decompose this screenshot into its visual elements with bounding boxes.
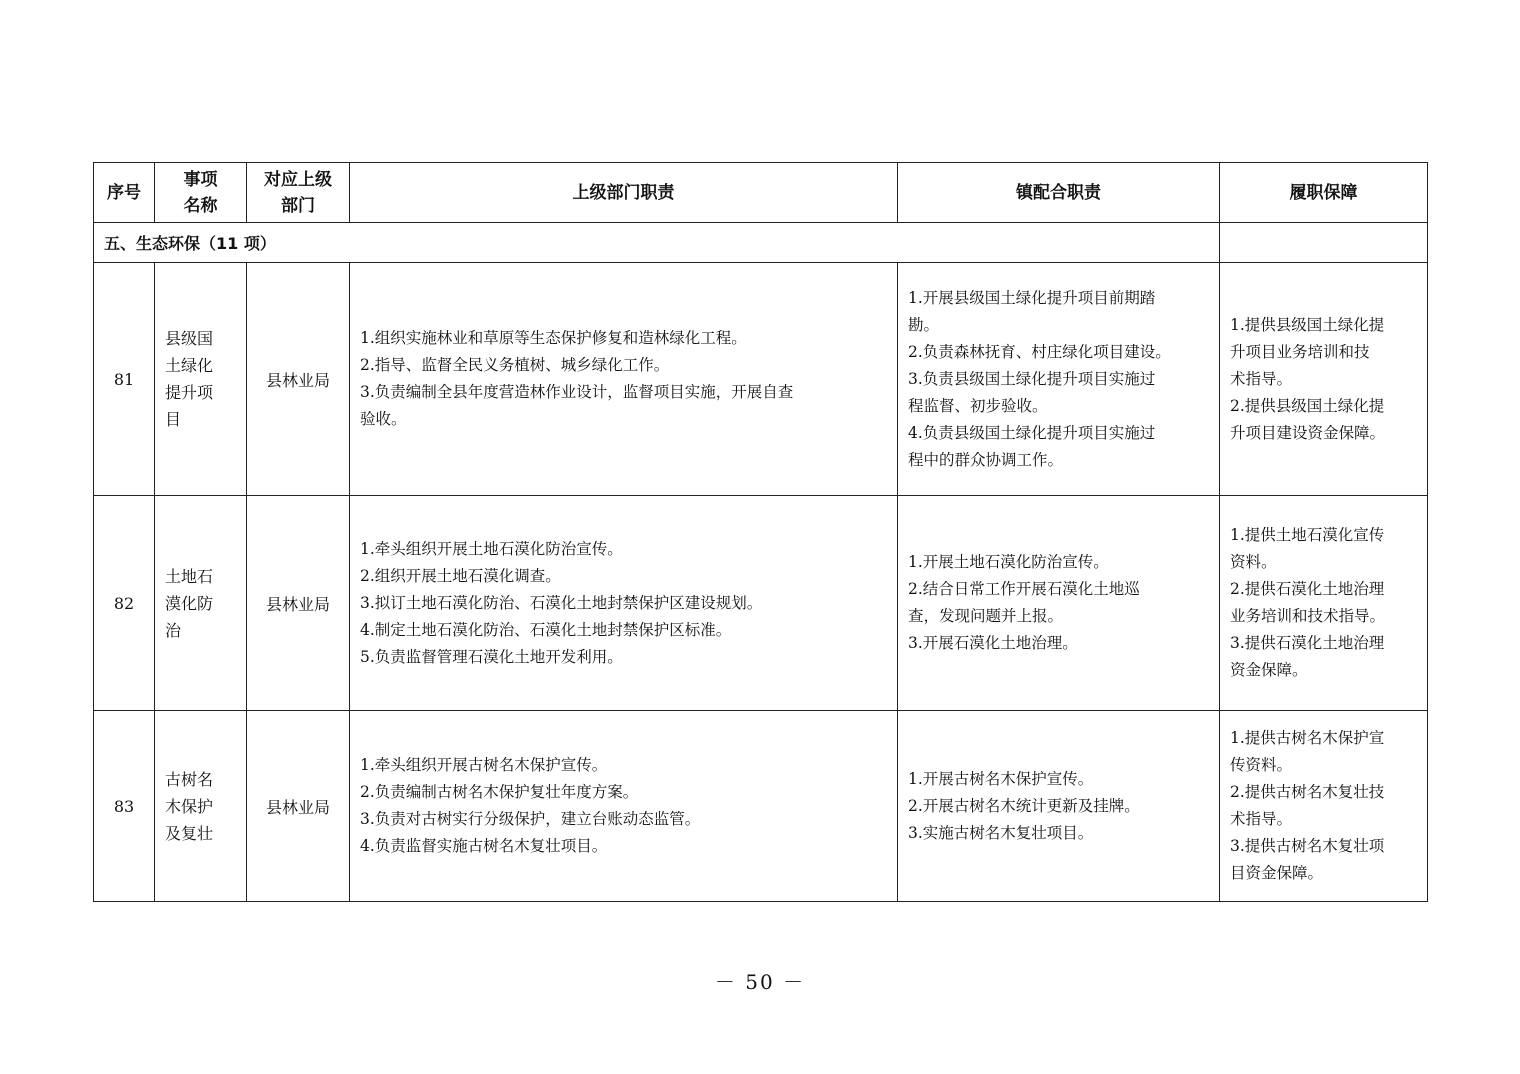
row-item-name — [155, 496, 247, 711]
header-dept — [247, 163, 350, 223]
table-row — [94, 496, 1428, 711]
row-town-duty — [898, 711, 1220, 902]
name-line: 土地石 — [165, 566, 214, 586]
guarantee-line: 2.提供古树名木复壮技 — [1230, 783, 1385, 801]
duty-line: 2.负责编制古树名木保护复壮年度方案。 — [360, 783, 639, 801]
town-line: 2.结合日常工作开展石漠化土地巡 — [908, 580, 1140, 598]
town-line: 3.实施古树名木复壮项目。 — [908, 823, 1094, 842]
guarantee-line: 3.提供古树名木复壮项 — [1230, 837, 1385, 855]
row-dept: 县林业局 — [247, 263, 350, 496]
header-guarantee: 履职保障 — [1220, 163, 1428, 223]
town-line: 程中的群众协调工作。 — [908, 450, 1064, 469]
name-line: 木保护 — [165, 796, 214, 816]
section-empty-cell — [1220, 223, 1428, 263]
duty-line: 5.负责监督管理石漠化土地开发利用。 — [360, 647, 623, 666]
guarantee-line: 3.提供石漠化土地治理 — [1230, 634, 1385, 652]
duty-line: 4.负责监督实施古树名木复壮项目。 — [360, 837, 608, 855]
duty-line: 2.指导、监督全民义务植树、城乡绿化工作。 — [360, 356, 670, 374]
town-line: 1.开展土地石漠化防治宣传。 — [908, 553, 1109, 571]
town-line: 查，发现问题并上报。 — [908, 607, 1064, 625]
duty-line: 3.负责编制全县年度营造林作业设计，监督项目实施，开展自查 — [360, 383, 794, 401]
duty-table — [93, 162, 1428, 902]
row-guarantee — [1220, 496, 1428, 711]
town-line: 1.开展县级国土绿化提升项目前期踏 — [908, 288, 1156, 307]
header-item-name — [155, 163, 247, 223]
header-dept-line1: 对应上级 — [264, 169, 332, 190]
header-dept-line2: 部门 — [281, 195, 315, 216]
header-no: 序号 — [94, 163, 155, 223]
header-item-line2: 名称 — [183, 195, 218, 216]
duty-line: 1.牵头组织开展土地石漠化防治宣传。 — [360, 539, 623, 558]
town-line: 勘。 — [908, 315, 940, 334]
town-line: 3.负责县级国土绿化提升项目实施过 — [908, 369, 1156, 388]
name-line: 提升项 — [165, 383, 214, 402]
section-title: 五、生态环保（11 项） — [94, 223, 1220, 263]
row-dept: 县林业局 — [247, 711, 350, 902]
guarantee-line: 1.提供古树名木保护宣 — [1230, 729, 1385, 747]
guarantee-line: 术指导。 — [1230, 810, 1293, 828]
name-line: 及复壮 — [165, 823, 214, 843]
row-no: 81 — [94, 263, 155, 496]
name-line: 漠化防 — [165, 593, 214, 613]
header-town-duty: 镇配合职责 — [898, 163, 1220, 223]
duty-line: 1.组织实施林业和草原等生态保护修复和造林绿化工程。 — [360, 329, 747, 347]
guarantee-line: 2.提供县级国土绿化提 — [1230, 396, 1385, 415]
table-row — [94, 263, 1428, 496]
guarantee-line: 传资料。 — [1230, 756, 1293, 774]
name-line: 治 — [165, 620, 182, 640]
row-upper-duty — [350, 263, 898, 496]
row-dept: 县林业局 — [247, 496, 350, 711]
town-line: 1.开展古树名木保护宣传。 — [908, 769, 1094, 788]
row-guarantee — [1220, 263, 1428, 496]
town-line: 3.开展石漠化土地治理。 — [908, 634, 1078, 652]
duty-line: 3.拟订土地石漠化防治、石漠化土地封禁保护区建设规划。 — [360, 593, 763, 612]
town-line: 2.开展古树名木统计更新及挂牌。 — [908, 796, 1140, 815]
duty-line: 3.负责对古树实行分级保护，建立台账动态监管。 — [360, 810, 701, 828]
name-line: 土绿化 — [165, 356, 214, 375]
row-item-name — [155, 711, 247, 902]
section-row — [94, 223, 1428, 263]
duty-line: 2.组织开展土地石漠化调查。 — [360, 566, 561, 585]
town-line: 2.负责森林抚育、村庄绿化项目建设。 — [908, 342, 1171, 361]
row-town-duty — [898, 496, 1220, 711]
name-line: 古树名 — [165, 769, 214, 789]
row-upper-duty — [350, 711, 898, 902]
row-no: 82 — [94, 496, 155, 711]
header-upper-duty: 上级部门职责 — [350, 163, 898, 223]
header-row — [94, 163, 1428, 223]
duty-line: 1.牵头组织开展古树名木保护宣传。 — [360, 756, 608, 774]
guarantee-line: 术指导。 — [1230, 369, 1293, 388]
header-item-line1: 事项 — [183, 169, 218, 190]
town-line: 4.负责县级国土绿化提升项目实施过 — [908, 423, 1156, 442]
name-line: 目 — [165, 410, 182, 429]
guarantee-line: 业务培训和技术指导。 — [1230, 607, 1386, 625]
guarantee-line: 2.提供石漠化土地治理 — [1230, 580, 1385, 598]
duty-line: 4.制定土地石漠化防治、石漠化土地封禁保护区标准。 — [360, 620, 732, 639]
guarantee-line: 资金保障。 — [1230, 661, 1308, 679]
row-town-duty — [898, 263, 1220, 496]
guarantee-line: 升项目业务培训和技 — [1230, 342, 1370, 361]
row-item-name — [155, 263, 247, 496]
guarantee-line: 1.提供土地石漠化宣传 — [1230, 526, 1385, 544]
table-row — [94, 711, 1428, 902]
town-line: 程监督、初步验收。 — [908, 396, 1048, 415]
guarantee-line: 1.提供县级国土绿化提 — [1230, 315, 1385, 334]
row-upper-duty — [350, 496, 898, 711]
row-guarantee — [1220, 711, 1428, 902]
name-line: 县级国 — [165, 329, 214, 348]
guarantee-line: 升项目建设资金保障。 — [1230, 423, 1386, 442]
guarantee-line: 资料。 — [1230, 553, 1277, 571]
page-number: － 50 － — [714, 970, 806, 994]
guarantee-line: 目资金保障。 — [1230, 864, 1324, 882]
duty-line: 验收。 — [360, 410, 407, 428]
row-no: 83 — [94, 711, 155, 902]
